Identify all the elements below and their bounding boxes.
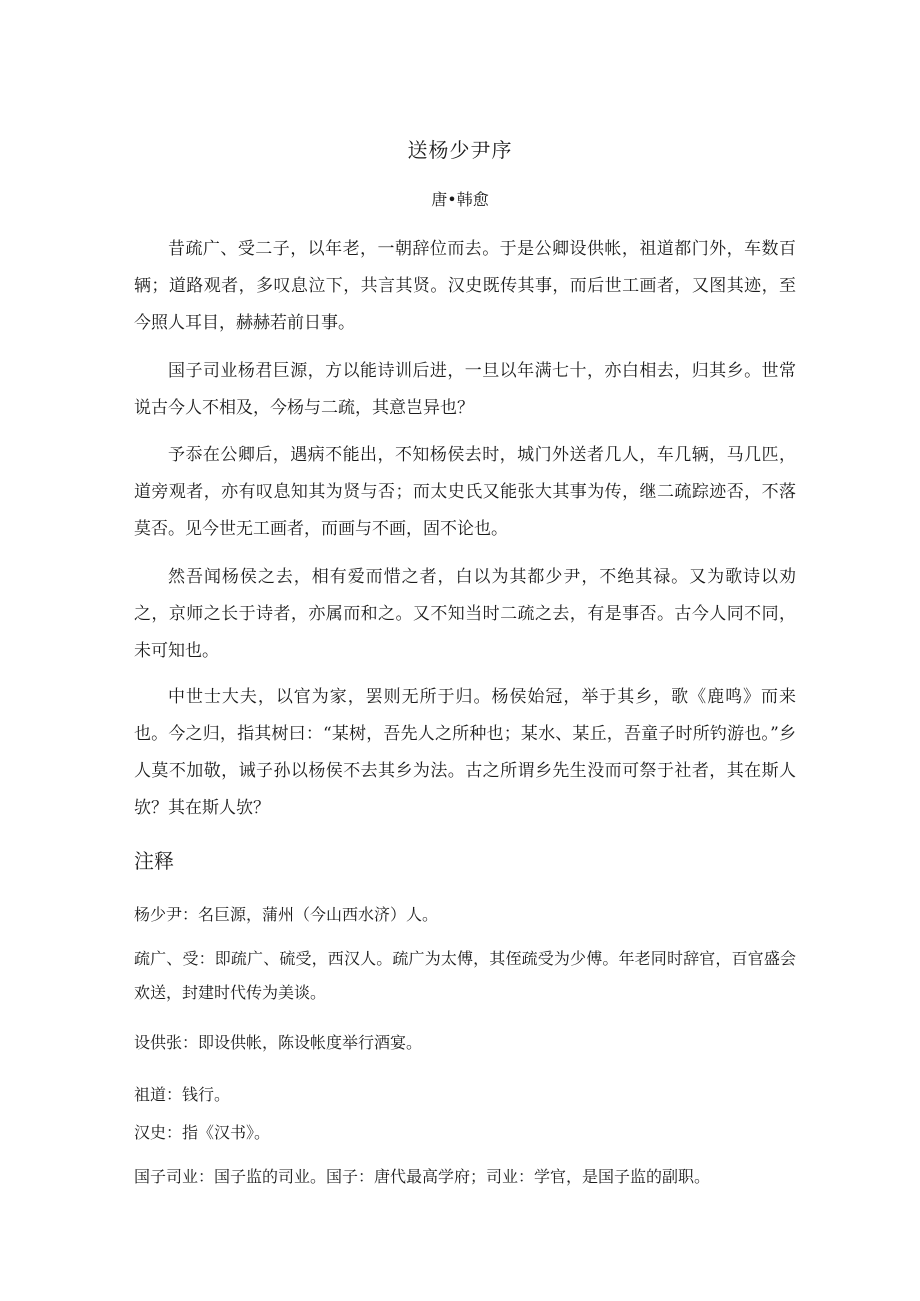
document-author: 唐•韩愈 xyxy=(431,190,489,209)
paragraph-2: 国子司业杨君巨源，方以能诗训后进，一旦以年满七十，亦白相去，归其乡。世常说古今人不相及，今杨与二疏，其意岂异也？ xyxy=(134,361,796,418)
document-title: 送杨少尹序 xyxy=(407,138,513,162)
note-item: 汉史：指《汉书》。 xyxy=(134,1123,271,1142)
note-item: 设供张：即设供帐，陈设帐度举行酒宴。 xyxy=(134,1033,423,1052)
note-item: 国子司业：国子监的司业。国子：唐代最高学府；司业：学官，是国子监的副职。 xyxy=(134,1167,711,1186)
note-item: 杨少尹：名巨源，蒲州（今山西水济）人。 xyxy=(134,905,439,924)
paragraph-4: 然吾闻杨侯之去，相有爱而惜之者，白以为其都少尹，不绝其禄。又为歌诗以劝之，京师之长于诗者，亦属而和之。又不知当时二疏之去，有是事否。古今人同不同，未可知也。 xyxy=(134,567,796,661)
paragraph-1: 昔疏广、受二子，以年老，一朝辞位而去。于是公卿设供帐，祖道都门外，车数百辆；道路观者，多叹息泣下，共言其贤。汉史既传其事，而后世工画者，又图其迹，至今照人耳目，赫赫若前日事。 xyxy=(134,239,796,333)
paragraph-5: 中世士大夫，以官为家，罢则无所于归。杨侯始冠，举于其乡，歌《鹿鸣》而来也。今之归，指其树曰：“某树，吾先人之所种也；某水、某丘，吾童子时所钓游也。”乡人莫不加敬，诫子孙以杨侯不去其乡为法。古之所谓乡先生没而可祭于社者，其在斯人欤？其在斯人欤？ xyxy=(134,687,796,818)
notes-heading: 注释 xyxy=(134,849,174,873)
paragraph-3: 予忝在公卿后，遇病不能出，不知杨侯去时，城门外送者几人，车几辆，马几匹，道旁观者，亦有叹息知其为贤与否；而太史氏又能张大其事为传，继二疏踪迹否，不落莫否。见今世无工画者，而画与不画，固不论也。 xyxy=(134,445,796,539)
note-item: 祖道：钱行。 xyxy=(134,1085,231,1104)
note-item: 疏广、受：即疏广、硫受，西汉人。疏广为太傅，其侄疏受为少傅。年老同时辞官，百官盛会欢送，封建时代传为美谈。 xyxy=(134,949,796,1002)
